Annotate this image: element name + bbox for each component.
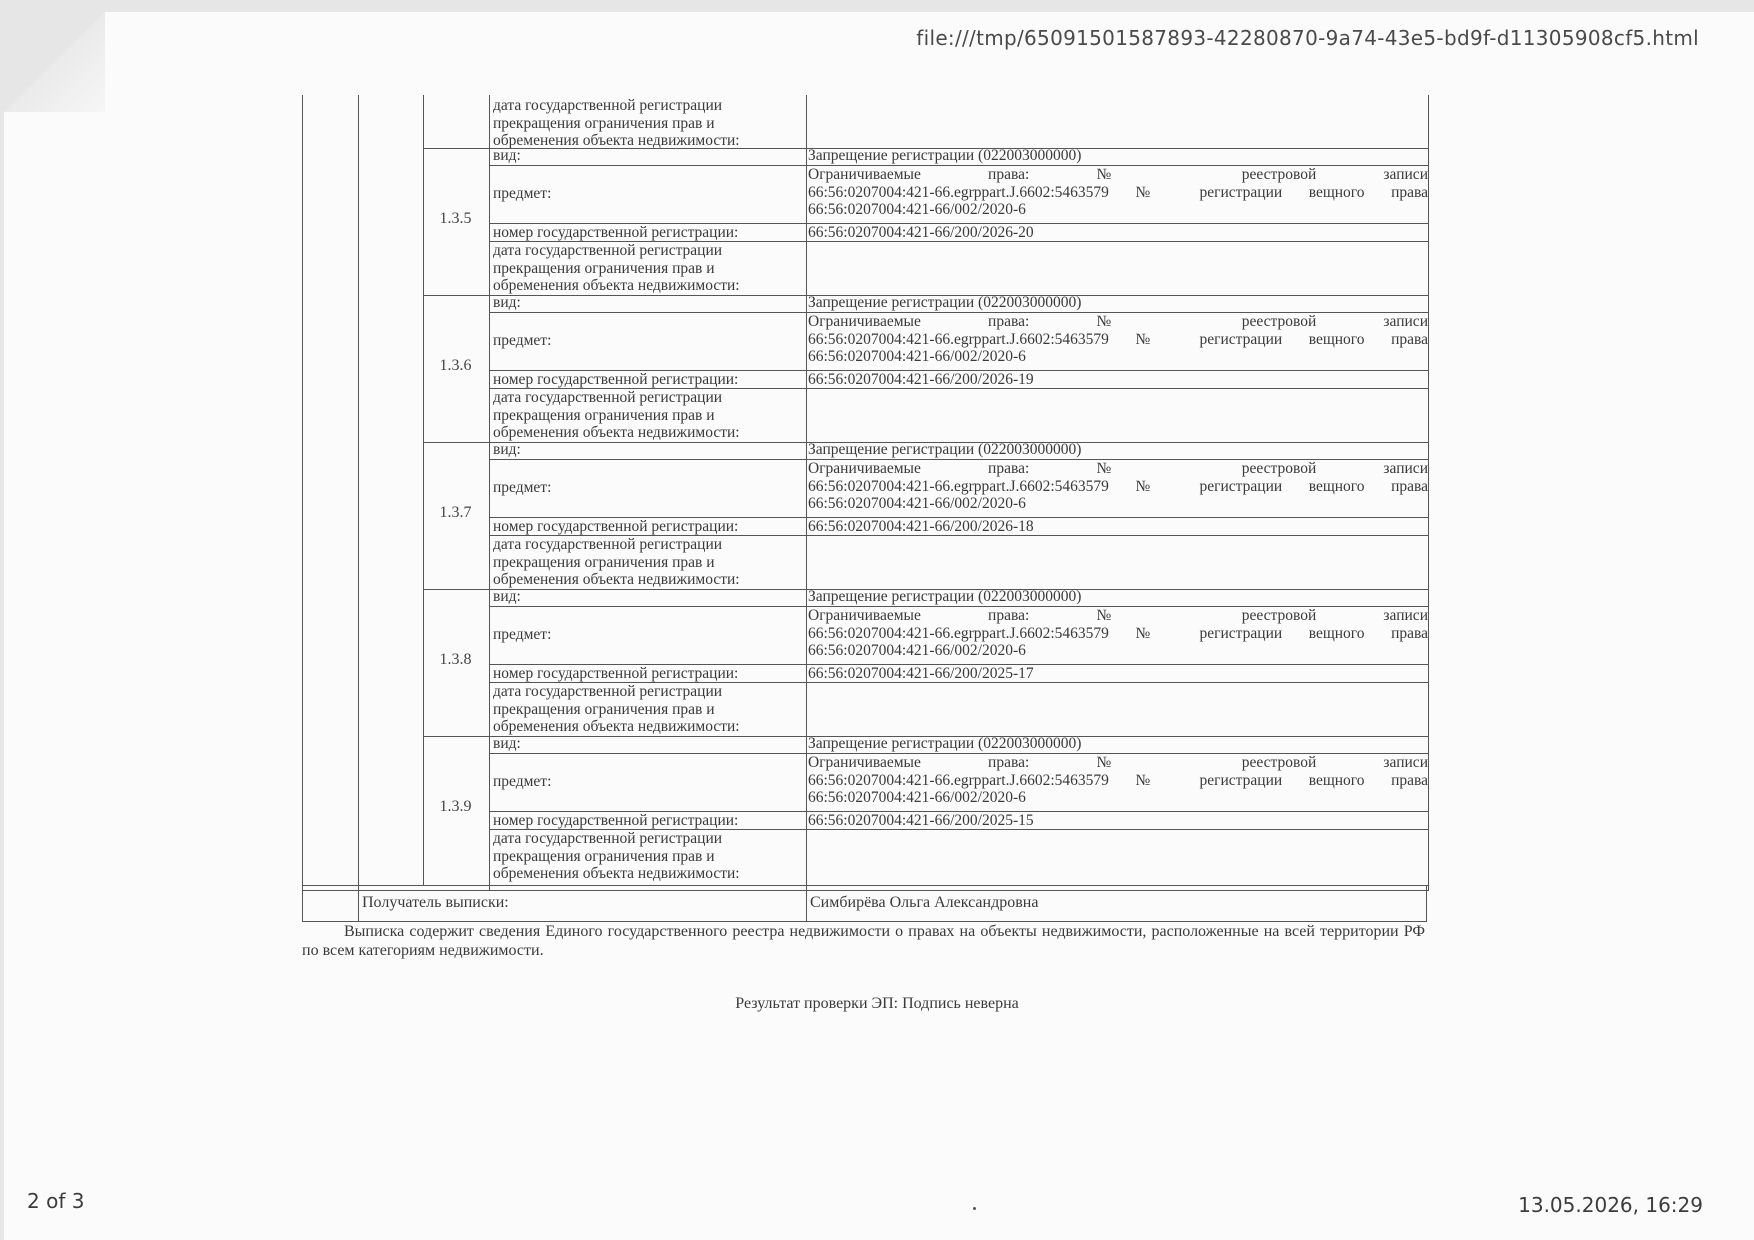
recipient-label: Получатель выписки: [362,894,509,911]
reg-number-label: номер государственной регистрации: [493,224,739,241]
end-date-label-2: прекращения ограничения прав и [493,406,715,424]
kind-value: Запрещение регистрации (022003000000) [808,294,1082,311]
subject-value [808,313,1428,366]
end-date-label-1: дата государственной регистрации [493,389,723,406]
record-number: 1.3.8 [439,651,472,668]
reg-number-value: 66:56:0207004:421-66/200/2026-19 [808,371,1034,388]
kind-label: вид: [493,441,521,458]
subject-line-1: Ограничиваемые права: № реестровой записи [808,754,1428,771]
end-date-label-1: дата государственной регистрации [493,683,723,700]
reg-number-value: 66:56:0207004:421-66/200/2025-17 [808,665,1034,682]
kind-label: вид: [493,294,521,311]
subject-value [808,166,1428,219]
subject-label: предмет: [493,479,552,496]
subject-value [808,754,1428,807]
file-url: file:///tmp/65091501587893-42280870-9a74-43e5-bd9f-d11305908cf5.html [916,26,1699,50]
recipient-row [302,885,1427,922]
reg-number-label: номер государственной регистрации: [493,371,739,388]
end-date-label-2: прекращения ограничения прав и [493,700,715,718]
subject-line-3: 66:56:0207004:421-66/002/2020-6 [808,201,1026,218]
subject-label: предмет: [493,626,552,643]
prev-end-date-label-3: обременения объекта недвижимости: [493,132,740,149]
kind-label: вид: [493,147,521,164]
signature-check-result: Результат проверки ЭП: Подпись неверна [735,995,1019,1012]
end-date-label-1: дата государственной регистрации [493,830,723,847]
kind-value: Запрещение регистрации (022003000000) [808,441,1082,458]
subject-line-1: Ограничиваемые права: № реестровой записи [808,607,1428,624]
recipient-name: Симбирёва Ольга Александровна [810,894,1039,911]
end-date-label-3: обременения объекта недвижимости: [493,718,740,735]
col-divider-1 [358,95,359,885]
kind-label: вид: [493,735,521,752]
subject-label: предмет: [493,332,552,349]
subject-line-1: Ограничиваемые права: № реестровой записи [808,460,1428,477]
page-fold [4,12,105,112]
end-date-label-3: обременения объекта недвижимости: [493,865,740,882]
end-date-label-2: прекращения ограничения прав и [493,553,715,571]
subject-line-1: Ограничиваемые права: № реестровой записи [808,313,1428,330]
subject-line-1: Ограничиваемые права: № реестровой записи [808,166,1428,183]
subject-line-3: 66:56:0207004:421-66/002/2020-6 [808,642,1026,659]
record-number: 1.3.5 [439,210,472,227]
print-datetime: 13.05.2026, 16:29 [1518,1193,1703,1217]
extract-note: Выписка содержит сведения Единого государственного реестра недвижимости о правах на объекты недвижимости, расположенные на всей территории РФ по всем категориям недвижимости. [302,923,1425,959]
end-date-label-2: прекращения ограничения прав и [493,259,715,277]
recipient-divider-1 [358,885,359,921]
recipient-divider-2 [806,885,807,921]
end-date-label-2: прекращения ограничения прав и [493,847,715,865]
kind-value: Запрещение регистрации (022003000000) [808,735,1082,752]
record-number: 1.3.6 [439,357,472,374]
stray-dot [973,1207,976,1210]
encumbrance-table [302,95,1429,891]
subject-line-2: 66:56:0207004:421-66.egrppart.J.6602:5463579 № регистрации вещного права [808,330,1428,348]
page-indicator: 2 of 3 [27,1189,85,1213]
reg-number-label: номер государственной регистрации: [493,518,739,535]
col-divider-4 [806,95,807,890]
subject-line-3: 66:56:0207004:421-66/002/2020-6 [808,495,1026,512]
reg-number-value: 66:56:0207004:421-66/200/2026-18 [808,518,1034,535]
prev-end-date-label-2: прекращения ограничения прав и [493,114,715,132]
kind-value: Запрещение регистрации (022003000000) [808,147,1082,164]
reg-number-label: номер государственной регистрации: [493,812,739,829]
reg-number-value: 66:56:0207004:421-66/200/2026-20 [808,224,1034,241]
kind-value: Запрещение регистрации (022003000000) [808,588,1082,605]
record-number: 1.3.7 [439,504,472,521]
record-number: 1.3.9 [439,798,472,815]
reg-number-label: номер государственной регистрации: [493,665,739,682]
subject-line-2: 66:56:0207004:421-66.egrppart.J.6602:5463579 № регистрации вещного права [808,624,1428,642]
end-date-label-1: дата государственной регистрации [493,536,723,553]
col-divider-3 [489,95,490,890]
kind-label: вид: [493,588,521,605]
prev-end-date-label-1: дата государственной регистрации [493,97,723,114]
subject-value [808,607,1428,660]
subject-line-2: 66:56:0207004:421-66.egrppart.J.6602:5463579 № регистрации вещного права [808,183,1428,201]
end-date-label-3: обременения объекта недвижимости: [493,424,740,441]
subject-line-3: 66:56:0207004:421-66/002/2020-6 [808,789,1026,806]
subject-line-2: 66:56:0207004:421-66.egrppart.J.6602:5463579 № регистрации вещного права [808,477,1428,495]
subject-line-2: 66:56:0207004:421-66.egrppart.J.6602:5463579 № регистрации вещного права [808,771,1428,789]
end-date-label-1: дата государственной регистрации [493,242,723,259]
subject-value [808,460,1428,513]
subject-label: предмет: [493,185,552,202]
subject-line-3: 66:56:0207004:421-66/002/2020-6 [808,348,1026,365]
end-date-label-3: обременения объекта недвижимости: [493,571,740,588]
end-date-label-3: обременения объекта недвижимости: [493,277,740,294]
reg-number-value: 66:56:0207004:421-66/200/2025-15 [808,812,1034,829]
subject-label: предмет: [493,773,552,790]
